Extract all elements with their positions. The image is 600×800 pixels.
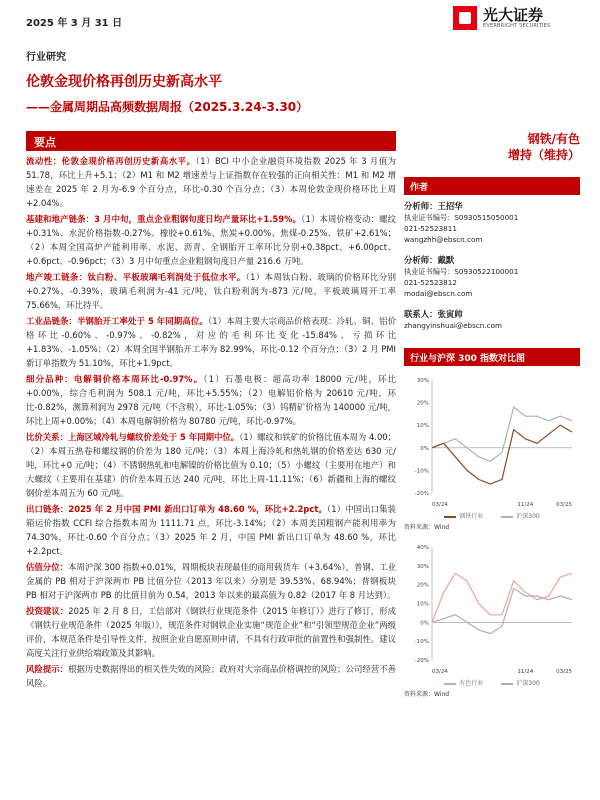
analyst-name: 张寅帅: [437, 309, 463, 319]
legend-swatch: [501, 683, 513, 685]
x-tick-label: 11/24: [517, 669, 534, 675]
key-point-paragraph: [26, 662, 396, 690]
logo-mark-icon: [453, 6, 477, 30]
key-point-heading: 风险提示：: [26, 664, 69, 674]
analyst-role: 联系人：: [404, 309, 438, 319]
logo-name: 光大证券: [483, 6, 544, 24]
analyst-name: 戴默: [437, 255, 455, 265]
legend-label: 钢铁行业: [459, 513, 484, 520]
report-date: 2025 年 3 月 31 日: [26, 18, 123, 29]
key-point-text: （1）BCI 中小企业融资环境指数 2025 年 3 月值为 51.78，环比上升+5.1；（2）M1 和 M2 增速差与上证指数存在较强的正向相关性：M1 和 M2 增速差在 2025 年 2 月为-6.9 个百分点，环比-0.30 个百分点；（3）本周伦敦金现价格环比上周+2.04%。: [26, 156, 396, 208]
key-point-paragraph: [26, 372, 396, 428]
y-tick-label: 20%: [416, 400, 429, 407]
key-point-heading: 基建和地产链条：3 月中旬，重点企业粗钢旬度日均产量环比+1.59%。: [26, 214, 302, 224]
key-point-text: （1）本周钛白粉、玻璃的价格环比分别+0.27%、-0.39%，玻璃毛利润为-41 元/吨，钛白粉利润为-873 元/吨，平板玻璃周开工率 75.66%，环比持平。: [26, 272, 396, 310]
y-tick-label: -20%: [414, 658, 429, 664]
analyst-phone: 021-52523812: [404, 278, 457, 287]
key-point-paragraph: [26, 604, 396, 660]
chart-section: [404, 348, 580, 698]
y-tick-label: 10%: [416, 601, 429, 608]
analyst-email[interactable]: zhangyinshuai@ebscn.com: [404, 321, 502, 330]
analyst-card: [404, 309, 580, 331]
analyst-name: 王招华: [437, 201, 463, 211]
brand-logo: [453, 6, 550, 30]
series-line: [432, 425, 572, 484]
analyst-role: 分析师：: [404, 201, 438, 211]
key-point-paragraph: [26, 502, 396, 558]
key-point-text: （1）中国出口集装箱运价指数 CCFI 综合指数本周为 1111.71 点，环比-3.14%；（2）本周美国粗钢产能利用率为 74.30%，环比-0.60 个百分点；（3）2025 年 2 月，中国 PMI 新出口订单为 48.60 %，环比+2.2pct。: [26, 504, 396, 556]
key-point-heading: 细分品种：电解铜价格本周环比-0.97%。: [26, 374, 204, 384]
y-tick-label: 10%: [416, 423, 429, 430]
x-tick-label: 03/24: [432, 669, 448, 675]
line-chart: [404, 374, 580, 509]
page-header: [0, 0, 600, 44]
key-point-heading: 比价关系：上海区域冷轧与螺纹价差处于 5 年同期中位。: [26, 432, 240, 442]
key-point-text: 2025 年 2 月 8 日，工信部对《钢铁行业规范条件（2015 年修订）》进行了修订，形成《钢铁行业规范条件（2025 年版）》，规范条件对钢铁企业实施“规范企业”和“引领型规范企业”两级评价，本规范条件是引导性文件，按照企业自愿原则申请，不具有行政审批的前置性和强制性。建议高度关注行业供给端政策及其影响。: [26, 606, 397, 658]
rating-value: 增持（维持）: [507, 148, 580, 162]
legend-item: [444, 511, 483, 520]
y-tick-label: -10%: [414, 468, 429, 475]
y-tick-label: -20%: [414, 491, 429, 497]
chart-source: 资料来源：Wind: [404, 691, 450, 698]
key-point-paragraph: [26, 154, 396, 210]
key-points-header: 要点: [26, 131, 396, 151]
analyst-list: [404, 201, 580, 331]
y-tick-label: 30%: [416, 563, 429, 570]
key-point-heading: 工业品链条：半钢胎开工率处于 5 年同期高位。: [26, 316, 208, 326]
authors-header: 作者: [404, 177, 580, 195]
y-tick-label: 30%: [416, 378, 429, 384]
legend-item: [444, 678, 483, 687]
key-points-body: [26, 154, 396, 692]
legend-swatch: [444, 683, 456, 685]
analyst-email[interactable]: modai@ebscn.com: [404, 289, 473, 298]
report-category: 行业研究: [26, 52, 66, 63]
key-point-heading: 估值分位：: [26, 562, 68, 572]
sidebar: [404, 131, 580, 331]
legend-label: 有色行业: [459, 680, 484, 687]
chart-section-header: 行业与沪深 300 指数对比图: [404, 348, 580, 366]
legend-item: [501, 511, 539, 520]
key-point-text: 根据历史数据得出的相关性失效的风险；政府对大宗商品价格调控的风险；公司经营不善风险。: [26, 664, 397, 688]
industry-name: 钢铁/有色: [527, 132, 580, 146]
x-tick-label: 03/25: [556, 502, 572, 508]
analyst-cert: 执业证书编号：S0930522100001: [404, 267, 519, 276]
key-point-paragraph: [26, 212, 396, 268]
y-tick-label: -10%: [414, 639, 429, 646]
legend-label: 沪深300: [516, 513, 540, 520]
key-point-text: （1）本周主要大宗商品价格表现：冷轧、铜、铝价格环比-0.60%、-0.97%、-0.82%，对应的毛利环比变化-15.84%、亏损环比+1.83%、-1.05%；（2）本周全国半钢胎开工率为 82.99%，环比-0.12 个百分点；（3）2 月 PMI 新订单指数为 51.10%，环比+1.9pct。: [26, 316, 396, 368]
key-point-text: （1）石墨电极：超高功率 18000 元/吨，环比+0.00%，综合毛利润为 508.1 元/吨，环比+5.55%；（2）电解铝价格为 20610 元/吨，环比-0.82%，测算利润为 2978 元/吨（不含税），环比-1.05%；（3）钨精矿价格为 140000 元/吨，环比上周+0.00%；（4）本周电解铜价格为 80780 元/吨，环比-0.97%。: [26, 374, 397, 426]
legend-label: 沪深300: [516, 680, 540, 687]
y-tick-label: 0%: [420, 620, 429, 627]
key-point-heading: 流动性：伦敦金现价格再创历史新高水平。: [26, 156, 196, 166]
series-line: [432, 588, 572, 633]
analyst-email[interactable]: wangzhh@ebscn.com: [404, 235, 483, 244]
key-point-text: （1）本周价格变动：螺纹+0.31%、水泥价格指数-0.27%、橡胶+0.61%、焦炭+0.00%、焦煤-0.25%、铁矿+2.61%；（2）本周全国高炉产能利用率、水泥、沥青、全钢胎开工率环比分别+0.38pct、+6.00pct、+0.6pct、-0.96pct；（3）3 月中旬重点企业粗钢旬度日产量 216.6 万吨。: [26, 214, 396, 266]
analyst-card: [404, 201, 580, 245]
report-subtitle: ——金属周期品高频数据周报（2025.3.24-3.30）: [26, 100, 309, 114]
key-point-paragraph: [26, 314, 396, 370]
legend-item: [501, 678, 539, 687]
key-point-text: （1）螺纹和铁矿的价格比值本周为 4.00；（2）本周五热卷和螺纹钢的价差为 180 元/吨；（3）本周上海冷轧和热轧钢的价格差达 630 元/吨，环比+0 元/吨；（4）不锈钢热轧和电解镍的价格比值为 0.10；（5）小螺纹（主要用在地产）和大螺纹（主要用在基建）的价差本周五达 240 元/吨，环比上周-11.11%；（6）新疆和上海的螺纹钢价差本周五为 60 元/吨。: [26, 432, 396, 498]
chart-source: 资料来源：Wind: [404, 524, 450, 531]
legend-swatch: [444, 516, 456, 518]
y-tick-label: 20%: [416, 582, 429, 589]
key-point-paragraph: [26, 430, 396, 500]
analyst-card: [404, 255, 580, 299]
x-tick-label: 11/24: [517, 502, 534, 508]
analyst-cert: 执业证书编号：S0930515050001: [404, 213, 519, 222]
y-tick-label: 40%: [416, 545, 429, 551]
y-tick-label: 0%: [420, 445, 429, 452]
key-point-heading: 投资建议：: [26, 606, 69, 616]
x-tick-label: 03/25: [556, 669, 572, 675]
key-point-paragraph: [26, 560, 396, 602]
key-point-paragraph: [26, 270, 396, 312]
line-chart: [404, 541, 580, 676]
legend-swatch: [501, 516, 513, 518]
key-point-heading: 出口链条：2025 年 2 月中国 PMI 新出口订单为 48.60 %，环比+2.2pct。: [26, 504, 327, 514]
chart-legend: [404, 511, 580, 520]
x-tick-label: 03/24: [432, 502, 448, 508]
key-point-text: 本周沪深 300 指数+0.01%，周期板块表现最佳的商用载货车（+3.64%），普钢、工业金属的 PB 相对于沪深两市 PB 比值分位（2013 年以来）分别是 39.53%、68.94%；普钢板块 PB 相对于沪深两市 PB 的比值目前为 0.54，2013 年以来的最高值为 0.82（2017 年 8 月达到）。: [26, 562, 397, 600]
key-point-heading: 地产竣工链条：钛白粉、平板玻璃毛利润处于低位水平。: [26, 272, 246, 282]
chart-legend: [404, 678, 580, 687]
analyst-role: 分析师：: [404, 255, 438, 265]
logo-english: EVERBRIGHT SECURITIES: [483, 23, 551, 29]
analyst-phone: 021-52523811: [404, 224, 457, 233]
report-title: 伦敦金现价格再创历史新高水平: [26, 74, 222, 90]
